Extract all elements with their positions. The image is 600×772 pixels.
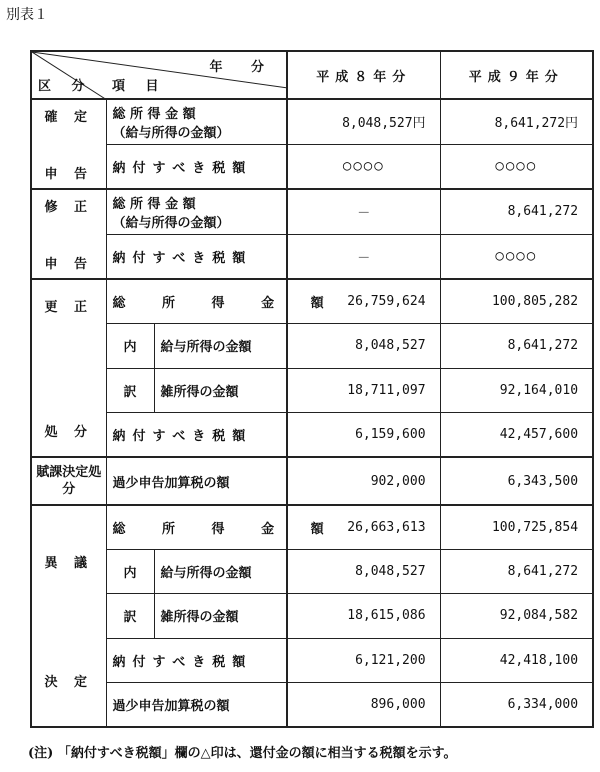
breakdown-label: 内	[106, 549, 154, 593]
cell-value: 896,000	[287, 683, 440, 727]
cell-value: 8,641,272	[440, 324, 593, 369]
section-fuka: 賦課決定処分	[31, 457, 106, 505]
tax-table	[30, 50, 594, 728]
cell-value: 42,457,600	[440, 413, 593, 458]
cell-value: 6,343,500	[440, 457, 593, 505]
cell-value: 18,711,097	[287, 368, 440, 413]
category-label: 区 分	[38, 79, 93, 94]
cell-value: 92,164,010	[440, 368, 593, 413]
cell-value: 8,641,272円	[440, 99, 593, 144]
row-item: 納付すべき税額	[106, 144, 287, 189]
cell-value: 8,048,527	[287, 324, 440, 369]
row-item: 納付すべき税額	[106, 234, 287, 279]
cell-value: 8,048,527円	[287, 99, 440, 144]
cell-value: 8,641,272	[440, 189, 593, 234]
footnote: (注) 「納付すべき税額」欄の△印は、還付金の額に相当する税額を示す。	[28, 746, 457, 761]
column-header-h9: 平成９年分	[440, 51, 593, 99]
cell-value: 6,121,200	[287, 638, 440, 682]
cell-value: －	[287, 234, 440, 279]
cell-value: 902,000	[287, 457, 440, 505]
cell-value: －	[287, 189, 440, 234]
row-item: 給与所得の金額	[154, 324, 287, 369]
cell-value: ○○○○	[440, 144, 593, 189]
row-item: 総 所 得 金 額 （給与所得の金額）	[106, 189, 287, 234]
column-header-h8: 平成８年分	[287, 51, 440, 99]
year-label: 年 分	[209, 60, 277, 75]
row-item: 給与所得の金額	[154, 549, 287, 593]
breakdown-label: 訳	[106, 594, 154, 638]
cell-value: 8,641,272	[440, 549, 593, 593]
section-kakutei: 確 定 申 告	[31, 99, 106, 189]
cell-value: 6,159,600	[287, 413, 440, 458]
document-title: 別表１	[6, 7, 48, 23]
section-kousei: 更 正 処 分	[31, 279, 106, 457]
row-item: 総 所 得 金 額	[106, 505, 287, 549]
cell-value: 8,048,527	[287, 549, 440, 593]
row-item: 総 所 得 金 額 （給与所得の金額）	[106, 99, 287, 144]
row-item: 納付すべき税額	[106, 638, 287, 682]
cell-value: 26,663,613	[287, 505, 440, 549]
cell-value: 6,334,000	[440, 683, 593, 727]
row-item: 総 所 得 金 額	[106, 279, 287, 324]
cell-value: 18,615,086	[287, 594, 440, 638]
section-shusei: 修 正 申 告	[31, 189, 106, 279]
breakdown-label: 内	[106, 324, 154, 369]
row-item: 過少申告加算税の額	[106, 683, 287, 727]
section-igi: 異 議 決 定	[31, 505, 106, 727]
cell-value: 92,084,582	[440, 594, 593, 638]
cell-value: 100,725,854	[440, 505, 593, 549]
row-item: 過少申告加算税の額	[106, 457, 287, 505]
row-item: 雑所得の金額	[154, 368, 287, 413]
item-label: 項 目	[112, 79, 167, 94]
row-item: 納付すべき税額	[106, 413, 287, 458]
cell-value: ○○○○	[440, 234, 593, 279]
cell-value: ○○○○	[287, 144, 440, 189]
cell-value: 26,759,624	[287, 279, 440, 324]
header-diagonal-cell	[31, 51, 287, 99]
breakdown-label: 訳	[106, 368, 154, 413]
cell-value: 42,418,100	[440, 638, 593, 682]
row-item: 雑所得の金額	[154, 594, 287, 638]
cell-value: 100,805,282	[440, 279, 593, 324]
